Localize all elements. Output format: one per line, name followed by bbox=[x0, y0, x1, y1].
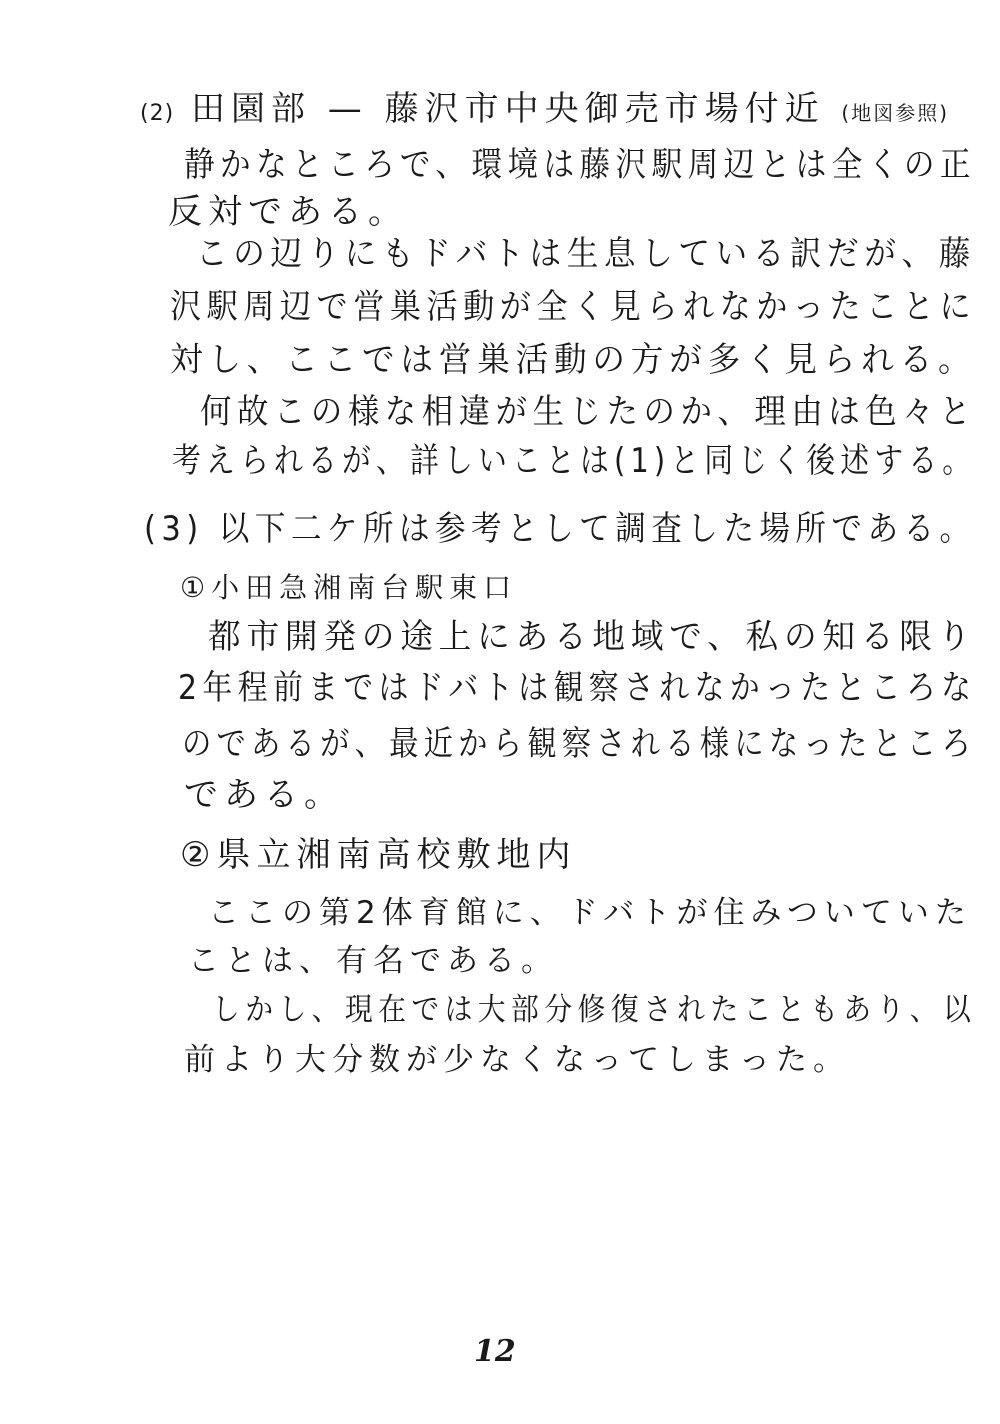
section-2-para2-line1: この辺りにもドバトは生息している訳だが、藤 bbox=[196, 234, 976, 274]
subsection-1-line2: 2年程前まではドバトは観察されなかったところな bbox=[178, 668, 977, 708]
subsection-1-heading: ①小田急湘南台駅東口 bbox=[180, 571, 518, 604]
subsection-1-line3: のであるが、最近から観察される様になったところ bbox=[182, 724, 976, 764]
section-2-heading bbox=[140, 89, 950, 129]
page-number: 12 bbox=[474, 1334, 516, 1369]
section-2-para1-line1: 静かなところで、環境は藤沢駅周辺とは全くの正 bbox=[184, 145, 976, 185]
section-2-para3-line1: 何故この様な相違が生じたのか、理由は色々と bbox=[200, 392, 977, 432]
subsection-2-para2-line1: しかし、現在では大部分修復されたこともあり、以 bbox=[212, 992, 977, 1028]
section-3-heading: (3) 以下二ケ所は参考として調査した場所である。 bbox=[144, 509, 976, 549]
subsection-2-para1-line1: ここの第2体育館に、ドバトが住みついていた bbox=[208, 895, 972, 931]
subsection-2-heading: ②県立湘南高校敷地内 bbox=[180, 835, 577, 875]
section-2-note: (地図参照) bbox=[841, 101, 950, 125]
section-2-para1-line2: 反対である。 bbox=[168, 192, 408, 232]
section-2-title: 田園部 — 藤沢市中央御売市場付近 bbox=[190, 89, 825, 129]
subsection-2-para2-line2: 前より大分数が少なくなってしまった。 bbox=[184, 1042, 850, 1078]
section-2-para3-line2: 考えられるが、詳しいことは(1)と同じく後述する。 bbox=[172, 441, 977, 481]
subsection-1-line1: 都市開発の途上にある地域で、私の知る限り bbox=[208, 617, 977, 657]
subsection-2-para1-line2: ことは、有名である。 bbox=[188, 943, 558, 979]
section-2-para2-line2: 沢駅周辺で営巣活動が全く見られなかったことに bbox=[170, 287, 977, 327]
subsection-1-line4: である。 bbox=[184, 775, 344, 815]
section-2-number: (2) bbox=[140, 101, 175, 126]
section-2-para2-line3: 対し、ここでは営巣活動の方が多く見られる。 bbox=[170, 340, 977, 380]
